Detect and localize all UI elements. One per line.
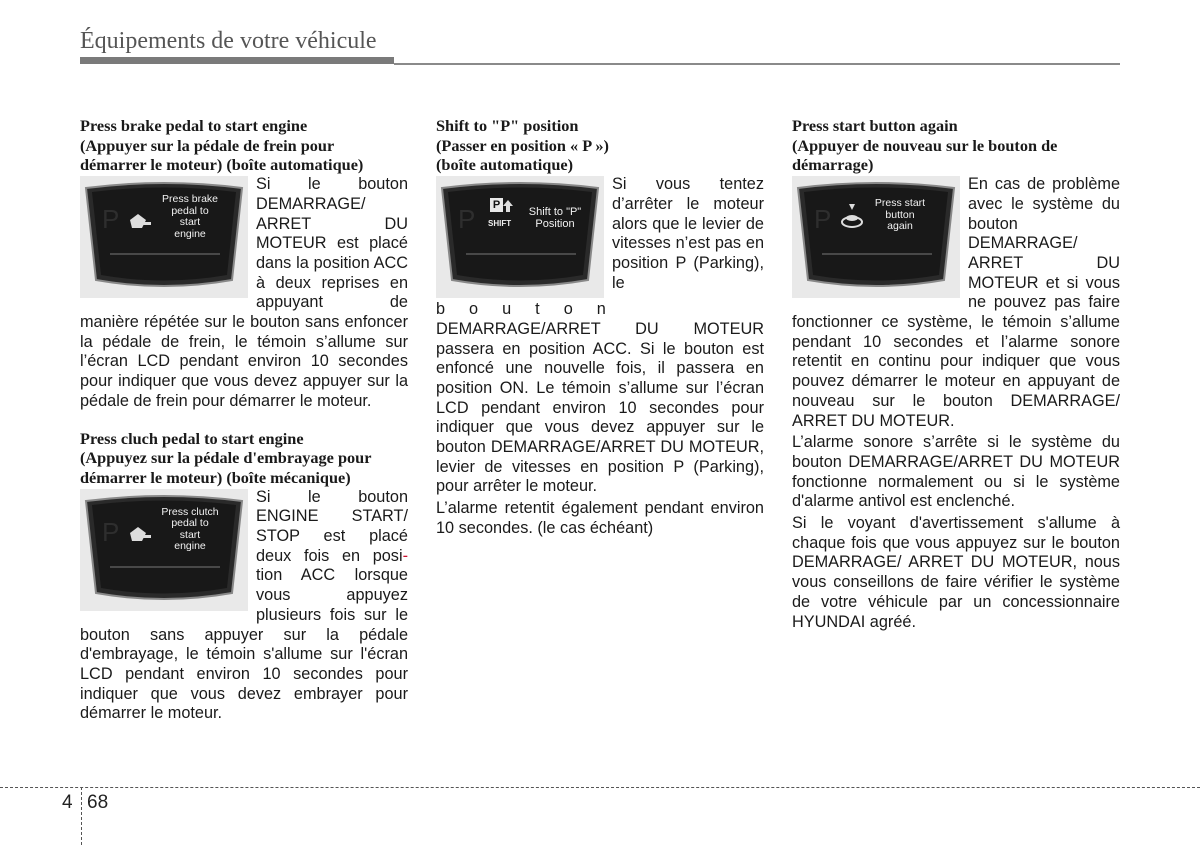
heading-line-fr-2: démarrage)	[792, 155, 874, 175]
lcd-line: Shift to "P"	[528, 206, 582, 219]
heading-line-en: Press brake pedal to start engine	[80, 116, 308, 135]
header-rule	[394, 63, 1120, 65]
hyphen-mark: -	[402, 546, 408, 565]
lcd-line: Press start	[874, 197, 926, 210]
section-heading	[80, 116, 408, 175]
svg-text:P: P	[102, 516, 120, 547]
lcd-line: pedal to	[171, 517, 209, 530]
lcd-line: start	[179, 528, 201, 541]
lcd-shift-to-p-figure	[436, 176, 604, 298]
lcd-message	[150, 194, 230, 240]
page-number: 68	[87, 792, 109, 813]
body-text: Si le bouton DEMARRAGE/ ARRET DU MOTEUR est placé dans la position ACC à deux reprises en appuyant de manière répétée sur le bouton sans enfoncer la pédale de frein, le témoin s’allume sur l’écran LCD pendant environ 10 secondes pour indiquer que vous devez appuyer sur la pédale de frein pour démarrer le moteur.	[80, 175, 408, 410]
lcd-line: pedal to	[171, 204, 209, 217]
column-3	[792, 116, 1120, 632]
lcd-clutch-pedal-figure	[80, 489, 248, 611]
body-text-spaced: bouton	[436, 300, 630, 319]
lcd-press-start-figure	[792, 176, 960, 298]
heading-line-fr: (Passer en position « P »)	[436, 135, 609, 155]
lcd-line: Press brake	[161, 193, 219, 206]
heading-line-fr-2: (boîte automatique)	[436, 155, 574, 175]
shift-label: SHIFT	[488, 219, 512, 229]
lcd-line: button	[885, 208, 915, 221]
lcd-panel-shape	[792, 176, 960, 298]
lcd-line: Press clutch	[161, 505, 219, 518]
section-heading	[436, 116, 764, 175]
lcd-line: engine	[174, 540, 206, 553]
lcd-line: start	[179, 216, 201, 229]
section-shift-to-p	[436, 116, 764, 539]
lcd-message	[514, 206, 596, 230]
header-bar	[80, 57, 394, 64]
chapter-number: 4	[62, 792, 73, 813]
lcd-brake-pedal-figure	[80, 176, 248, 298]
heading-line-fr-2: démarrer le moteur) (boîte mécanique)	[80, 467, 351, 487]
svg-text:P: P	[458, 204, 476, 235]
body-text-part: tion ACC lorsque vous appuyez plusieurs fois sur le bouton sans appuyer sur la pédale d'embrayage, le témoin s'allume sur l'écran LCD pendant environ 10 secondes pour indiquer que vous devez embrayer pour démarrer le moteur.	[80, 566, 408, 723]
heading-line-en: Press cluch pedal to start engine	[80, 428, 304, 448]
body-text-part: Si le bouton ENGINE START/ STOP est placé deux fois en posi	[256, 487, 408, 565]
svg-text:P: P	[814, 204, 832, 235]
footer-rule	[0, 787, 1200, 788]
lcd-panel-shape	[436, 176, 604, 298]
heading-line-fr: (Appuyer de nouveau sur le bouton de	[792, 135, 1058, 155]
body-text: L’alarme retentit également pendant environ 10 secondes. (le cas échéant)	[436, 499, 764, 537]
section-brake-pedal	[80, 116, 408, 412]
section-clutch-pedal	[80, 429, 408, 725]
lcd-line: again	[887, 220, 913, 233]
page-header-title: Équipements de votre véhicule	[80, 28, 377, 54]
heading-line-fr: (Appuyer sur la pédale de frein pour	[80, 135, 335, 155]
heading-line-en: Shift to "P" position	[436, 116, 579, 135]
body-text: En cas de problème avec le système du bouton DEMARRAGE/ ARRET DU MOTEUR et si vous ne pouvez pas faire fonctionner ce système, le témoin s’allume pendant 10 secondes et l’alarme sonore retentit en continu pour indiquer que vous pouvez démarrer le moteur en appuyant de nouveau sur le bouton DEMARRAGE/ ARRET DU MOTEUR.	[792, 175, 1120, 430]
section-press-start-again	[792, 116, 1120, 632]
footer-divider	[81, 787, 82, 845]
body-text: L’alarme sonore s’arrête si le système du bouton DEMARRAGE/ARRET DU MOTEUR fonctionne normalement ou si le système d'alarme antivol est enclenché.	[792, 433, 1120, 511]
lcd-message	[150, 507, 230, 553]
heading-line-en: Press start button again	[792, 116, 958, 135]
lcd-line: Position	[535, 218, 575, 231]
body-text: Si le voyant d'avertissement s'allume à chaque fois que vous appuyez sur le bouton DEMARRAGE/ ARRET DU MOTEUR, nous vous conseillons de faire vérifier le système de votre véhicule par un concessionnaire HYUNDAI agréé.	[792, 514, 1120, 631]
column-1	[80, 116, 408, 724]
lcd-message	[860, 198, 940, 233]
section-heading	[792, 116, 1120, 175]
park-badge: P	[490, 198, 503, 212]
lcd-line: engine	[174, 227, 206, 240]
svg-text:P: P	[102, 204, 120, 235]
section-heading	[80, 429, 408, 488]
column-2	[436, 116, 764, 539]
body-text-part: DEMARRAGE/ARRET DU MOTEUR passera en position ACC. Si le bouton est enfoncé une nouvelle fois, il passera en position ON. Le témoin s’allume sur l’écran LCD pendant environ 10 secondes pour indiquer que vous devez appuyer sur le bouton DEMARRAGE/ARRET DU MOTEUR, levier de vitesses en position P (Parking), pour arrêter le moteur.	[436, 319, 764, 496]
heading-line-fr-2: démarrer le moteur) (boîte automatique)	[80, 155, 364, 175]
body-text-part: Si vous tentez d’arrêter le moteur alors que le levier de vitesses n’est pas en position P (Parking), le	[612, 175, 764, 292]
heading-line-fr: (Appuyez sur la pédale d'embrayage pour	[80, 448, 372, 468]
